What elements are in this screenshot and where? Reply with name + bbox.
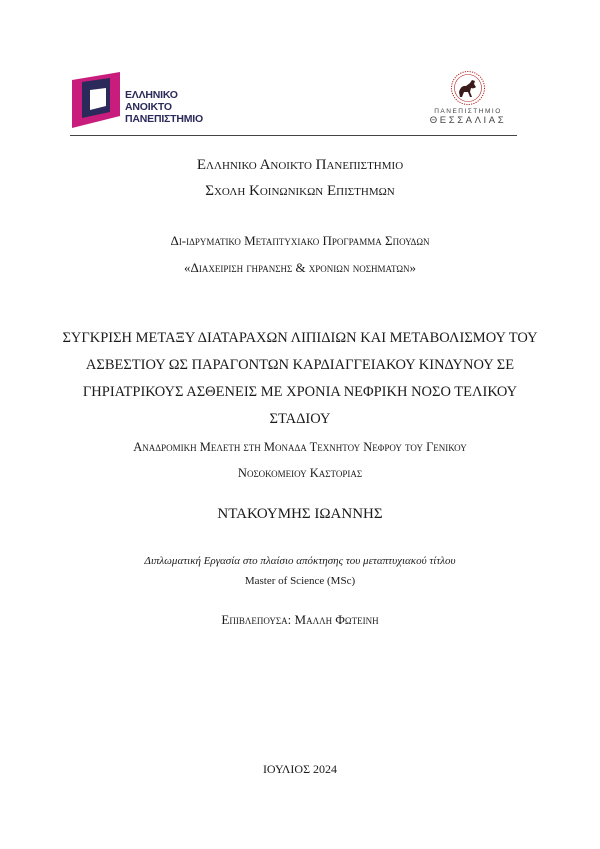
- thesis-subtitle: [40, 434, 560, 486]
- program-specialization: «Διαχειριση γηρανσης & χρονιων νοσηματων»: [183, 260, 417, 275]
- thesis-subtitle-line-1: Αναδρομικη Μελετη στη Μοναδα Τεχνητου Νεφρου του Γενικου: [133, 440, 467, 454]
- university-name: Ελληνικο Ανοικτο Πανεπιστημιο: [196, 157, 404, 173]
- thesis-title-line-2: ΑΣΒΕΣΤΙΟΥ ΩΣ ΠΑΡΑΓΟΝΤΩΝ ΚΑΡΔΙΑΓΓΕΙΑΚΟΥ ΚΙΝΔΥΝΟΥ ΣΕ: [85, 357, 515, 373]
- eap-logo-line-1: ΕΛΛΗΝΙΚΟ: [125, 89, 178, 101]
- header-divider: [70, 135, 517, 136]
- thesis-title-line-1: ΣΥΓΚΡΙΣΗ ΜΕΤΑΞΥ ΔΙΑΤΑΡΑΧΩΝ ΛΙΠΙΔΙΩΝ ΚΑΙ ΜΕΤΑΒΟΛΙΣΜΟΥ ΤΟΥ: [62, 330, 538, 346]
- author-name: ΝΤΑΚΟΥΜΗΣ ΙΩΑΝΝΗΣ: [217, 506, 383, 522]
- eap-logo-icon: [70, 72, 120, 128]
- eap-logo-line-3: ΠΑΝΕΠΙΣΤΗΜΙΟ: [125, 113, 203, 125]
- uth-logo: [420, 70, 516, 134]
- supervisor: Επιβλεπουσα: Μαλλη Φωτεινη: [221, 612, 379, 627]
- date: ΙΟΥΛΙΟΣ 2024: [262, 762, 338, 776]
- eap-logo-text: [125, 89, 203, 125]
- uth-logo-line-1: ΠΑΝΕΠΙΣΤΗΜΙΟ: [434, 108, 502, 115]
- thesis-subtitle-line-2: Νοσοκομειου Καστοριας: [237, 466, 363, 480]
- uth-seal-icon: [450, 70, 486, 106]
- thesis-description: Διπλωματική Εργασία στο πλαίσιο απόκτησης του μεταπτυχιακού τίτλου: [144, 555, 456, 567]
- thesis-title: [40, 325, 560, 433]
- degree-title: Master of Science (MSc): [244, 575, 356, 587]
- eap-logo: [70, 72, 220, 130]
- thesis-title-line-4: ΣΤΑΔΙΟΥ: [269, 411, 331, 427]
- thesis-title-line-3: ΓΗΡΙΑΤΡΙΚΟΥΣ ΑΣΘΕΝΕΙΣ ΜΕ ΧΡΟΝΙΑ ΝΕΦΡΙΚΗ ΝΟΣΟ ΤΕΛΙΚΟΥ: [82, 384, 518, 400]
- school-name: Σχολη Κοινωνικων Επιστημων: [205, 183, 395, 199]
- uth-logo-line-2: ΘΕΣΣΑΛΙΑΣ: [429, 115, 507, 126]
- eap-logo-line-2: ΑΝΟΙΚΤΟ: [125, 101, 172, 113]
- program-name: Δι-ιδρυματικο Μεταπτυχιακο Προγραμμα Σπουδων: [170, 233, 430, 248]
